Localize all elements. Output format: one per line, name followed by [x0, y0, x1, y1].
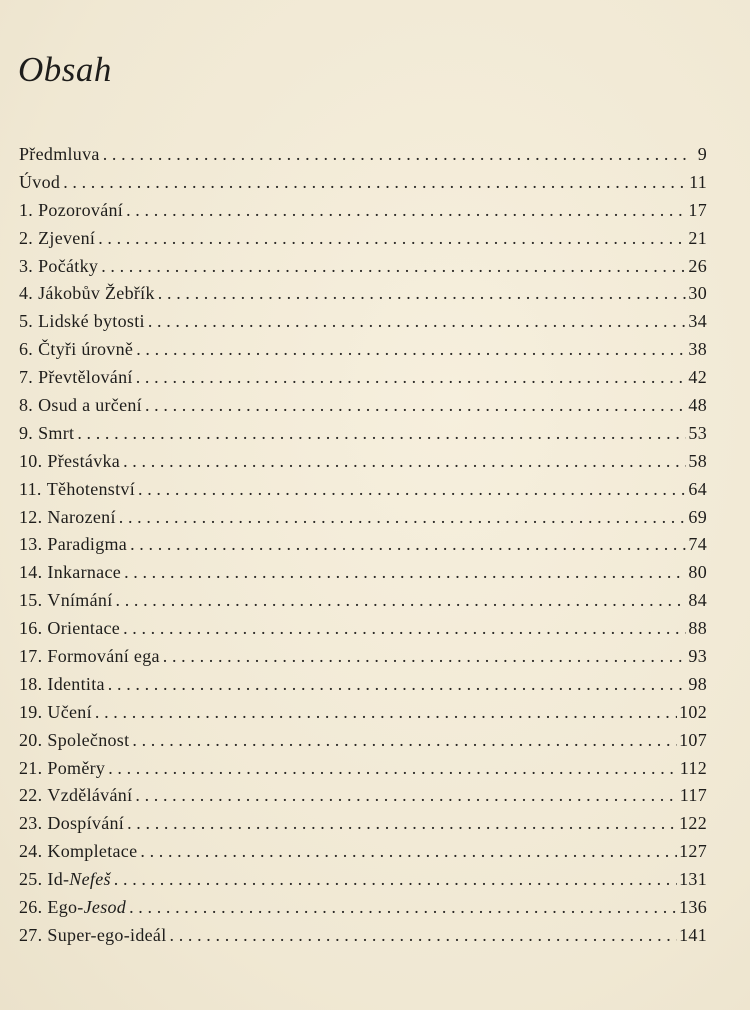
- toc-entry-page-number: 58: [688, 450, 707, 471]
- toc-entry-number: 12.: [19, 506, 43, 527]
- toc-entry: [19, 283, 707, 311]
- toc-entry-title: Zjevení: [38, 227, 96, 248]
- dot-leader: [123, 618, 686, 639]
- toc-entry: [19, 674, 707, 702]
- toc-entry-title: Přestávka: [47, 450, 121, 471]
- toc-entry-title: Formování ega: [47, 646, 160, 667]
- toc-entry-page-number: 48: [688, 395, 707, 416]
- toc-entry-number: 27.: [19, 924, 43, 945]
- toc-entry-page-number: 17: [688, 199, 707, 220]
- toc-entry-number: 4.: [19, 283, 34, 304]
- toc-entry-number: 25.: [19, 869, 43, 890]
- toc-entry-number: 17.: [19, 646, 43, 667]
- dot-leader: [138, 479, 686, 500]
- toc-entry-page-number: 42: [688, 367, 707, 388]
- toc-entry-title: Převtělování: [38, 367, 133, 388]
- dot-leader: [136, 367, 687, 388]
- toc-entry-page-number: 88: [688, 618, 707, 639]
- toc-entry: [19, 730, 707, 758]
- toc-entry-title: Učení: [47, 701, 92, 722]
- toc-entry-title: Jákobův Žebřík: [38, 283, 155, 304]
- toc-entry-number: 21.: [19, 757, 43, 778]
- toc-entry-number: 16.: [19, 618, 43, 639]
- toc-entry-page-number: 141: [679, 924, 707, 945]
- toc-entry-number: 26.: [19, 897, 43, 918]
- toc-entry-title: Orientace: [47, 618, 121, 639]
- toc-entry-page-number: 53: [688, 422, 707, 443]
- toc-entry-subtitle: Nefeš: [69, 869, 111, 890]
- toc-entry-page-number: 127: [679, 841, 707, 862]
- toc-entry-title: Vnímání: [47, 590, 113, 611]
- toc-entry-page-number: 117: [679, 785, 707, 806]
- toc-entry: [19, 758, 707, 786]
- toc-entry-title: Dospívání: [47, 813, 125, 834]
- toc-entry: [19, 925, 707, 953]
- dot-leader: [130, 534, 686, 555]
- toc-entry-title: Společnost: [47, 729, 130, 750]
- dot-leader: [124, 562, 686, 583]
- toc-entry-number: 8.: [19, 395, 34, 416]
- toc-entry: [19, 507, 707, 535]
- toc-entry: [19, 423, 707, 451]
- toc-entry: [19, 451, 707, 479]
- toc-entry-title: Počátky: [38, 255, 99, 276]
- toc-entry: [19, 897, 707, 925]
- toc-entry-page-number: 74: [688, 534, 707, 555]
- toc-entry-number: 13.: [19, 534, 43, 555]
- toc-entry-number: 23.: [19, 813, 43, 834]
- dot-leader: [114, 869, 677, 890]
- dot-leader: [98, 228, 686, 249]
- toc-entry-page-number: 98: [688, 673, 707, 694]
- toc-entry-title: Vzdělávání: [47, 785, 133, 806]
- toc-entry-number: 14.: [19, 562, 43, 583]
- toc-entry: [19, 813, 707, 841]
- toc-entry-subtitle: Jesod: [83, 897, 127, 918]
- dot-leader: [132, 730, 677, 751]
- toc-entry-page-number: 38: [688, 339, 707, 360]
- toc-entry-page-number: 102: [679, 701, 707, 722]
- toc-entry-title: Osud a určení: [38, 395, 142, 416]
- toc-entry-page-number: 131: [679, 869, 707, 890]
- toc-entry-title: Paradigma: [47, 534, 128, 555]
- toc-entry: [19, 590, 707, 618]
- toc-entry: [19, 562, 707, 590]
- toc-entry-number: 7.: [19, 367, 34, 388]
- toc-entry: [19, 646, 707, 674]
- dot-leader: [108, 758, 678, 779]
- toc-entry-title: Kompletace: [47, 841, 138, 862]
- toc-entry-page-number: 30: [688, 283, 707, 304]
- dot-leader: [119, 507, 687, 528]
- toc-entry-number: 19.: [19, 701, 43, 722]
- dot-leader: [63, 172, 687, 193]
- toc-entry-title: Úvod: [19, 171, 61, 192]
- toc-entry-title: Super-ego-ideál: [47, 924, 167, 945]
- page-title: Obsah: [18, 50, 112, 89]
- toc-entry: [19, 144, 707, 172]
- toc-entry-number: 1.: [19, 199, 34, 220]
- toc-entry-number: 9.: [19, 422, 34, 443]
- toc-entry: [19, 841, 707, 869]
- toc-entry-page-number: 80: [688, 562, 707, 583]
- toc-entry-title: Pozorování: [38, 199, 124, 220]
- toc-entry: [19, 256, 707, 284]
- toc-entry-number: 20.: [19, 729, 43, 750]
- dot-leader: [158, 283, 687, 304]
- toc-entry: [19, 172, 707, 200]
- toc-entry-title: Id-Nefeš: [47, 869, 111, 890]
- toc-entry-title: Předmluva: [19, 144, 100, 164]
- dot-leader: [145, 395, 686, 416]
- toc-entry-title: Narození: [47, 506, 116, 527]
- dot-leader: [148, 311, 687, 332]
- dot-leader: [129, 897, 677, 918]
- toc-entry: [19, 869, 707, 897]
- toc-entry-page-number: 9: [697, 144, 707, 164]
- toc-entry-title: Poměry: [47, 757, 106, 778]
- dot-leader: [135, 785, 677, 806]
- toc-entry-number: 15.: [19, 590, 43, 611]
- toc-entry-number: 6.: [19, 339, 34, 360]
- toc-entry-title: Identita: [47, 673, 105, 694]
- toc-entry-page-number: 11: [689, 171, 707, 192]
- toc-entry: [19, 395, 707, 423]
- dot-leader: [123, 451, 686, 472]
- toc-entry-title: Čtyři úrovně: [38, 339, 134, 360]
- dot-leader: [103, 144, 691, 165]
- toc-entry-title: Inkarnace: [47, 562, 122, 583]
- toc-entry-number: 18.: [19, 673, 43, 694]
- toc-entry: [19, 339, 707, 367]
- dot-leader: [116, 590, 687, 611]
- toc-entry-number: 22.: [19, 785, 43, 806]
- toc-entry-number: 5.: [19, 311, 34, 332]
- toc-entry-page-number: 26: [688, 255, 707, 276]
- toc-entry-number: 24.: [19, 841, 43, 862]
- dot-leader: [126, 200, 686, 221]
- toc-entry-number: 11.: [19, 478, 42, 499]
- dot-leader: [108, 674, 687, 695]
- toc-entry: [19, 200, 707, 228]
- dot-leader: [101, 256, 686, 277]
- dot-leader: [136, 339, 686, 360]
- dot-leader: [140, 841, 677, 862]
- toc-entry-title: Ego-Jesod: [47, 897, 127, 918]
- toc-entry-page-number: 93: [688, 646, 707, 667]
- dot-leader: [127, 813, 677, 834]
- toc-entry: [19, 367, 707, 395]
- toc-entry-page-number: 122: [679, 813, 707, 834]
- toc-entry: [19, 311, 707, 339]
- dot-leader: [170, 925, 678, 946]
- toc-entry: [19, 618, 707, 646]
- toc-entry-title: Lidské bytosti: [38, 311, 145, 332]
- toc-entry-page-number: 136: [679, 897, 707, 918]
- toc-entry-page-number: 64: [688, 478, 707, 499]
- dot-leader: [163, 646, 687, 667]
- table-of-contents: [19, 144, 707, 953]
- dot-leader: [95, 702, 677, 723]
- toc-entry-page-number: 84: [688, 590, 707, 611]
- toc-entry-page-number: 34: [688, 311, 707, 332]
- toc-entry-number: 10.: [19, 450, 43, 471]
- toc-entry: [19, 785, 707, 813]
- toc-entry: [19, 228, 707, 256]
- toc-entry-page-number: 21: [688, 227, 707, 248]
- toc-entry: [19, 534, 707, 562]
- toc-entry-number: 3.: [19, 255, 34, 276]
- toc-entry-title: Těhotenství: [46, 478, 136, 499]
- toc-entry: [19, 479, 707, 507]
- toc-entry-page-number: 69: [688, 506, 707, 527]
- dot-leader: [77, 423, 686, 444]
- toc-entry-page-number: 112: [679, 757, 707, 778]
- toc-entry: [19, 702, 707, 730]
- toc-entry-number: 2.: [19, 227, 34, 248]
- toc-entry-page-number: 107: [679, 729, 707, 750]
- toc-entry-title: Smrt: [38, 422, 75, 443]
